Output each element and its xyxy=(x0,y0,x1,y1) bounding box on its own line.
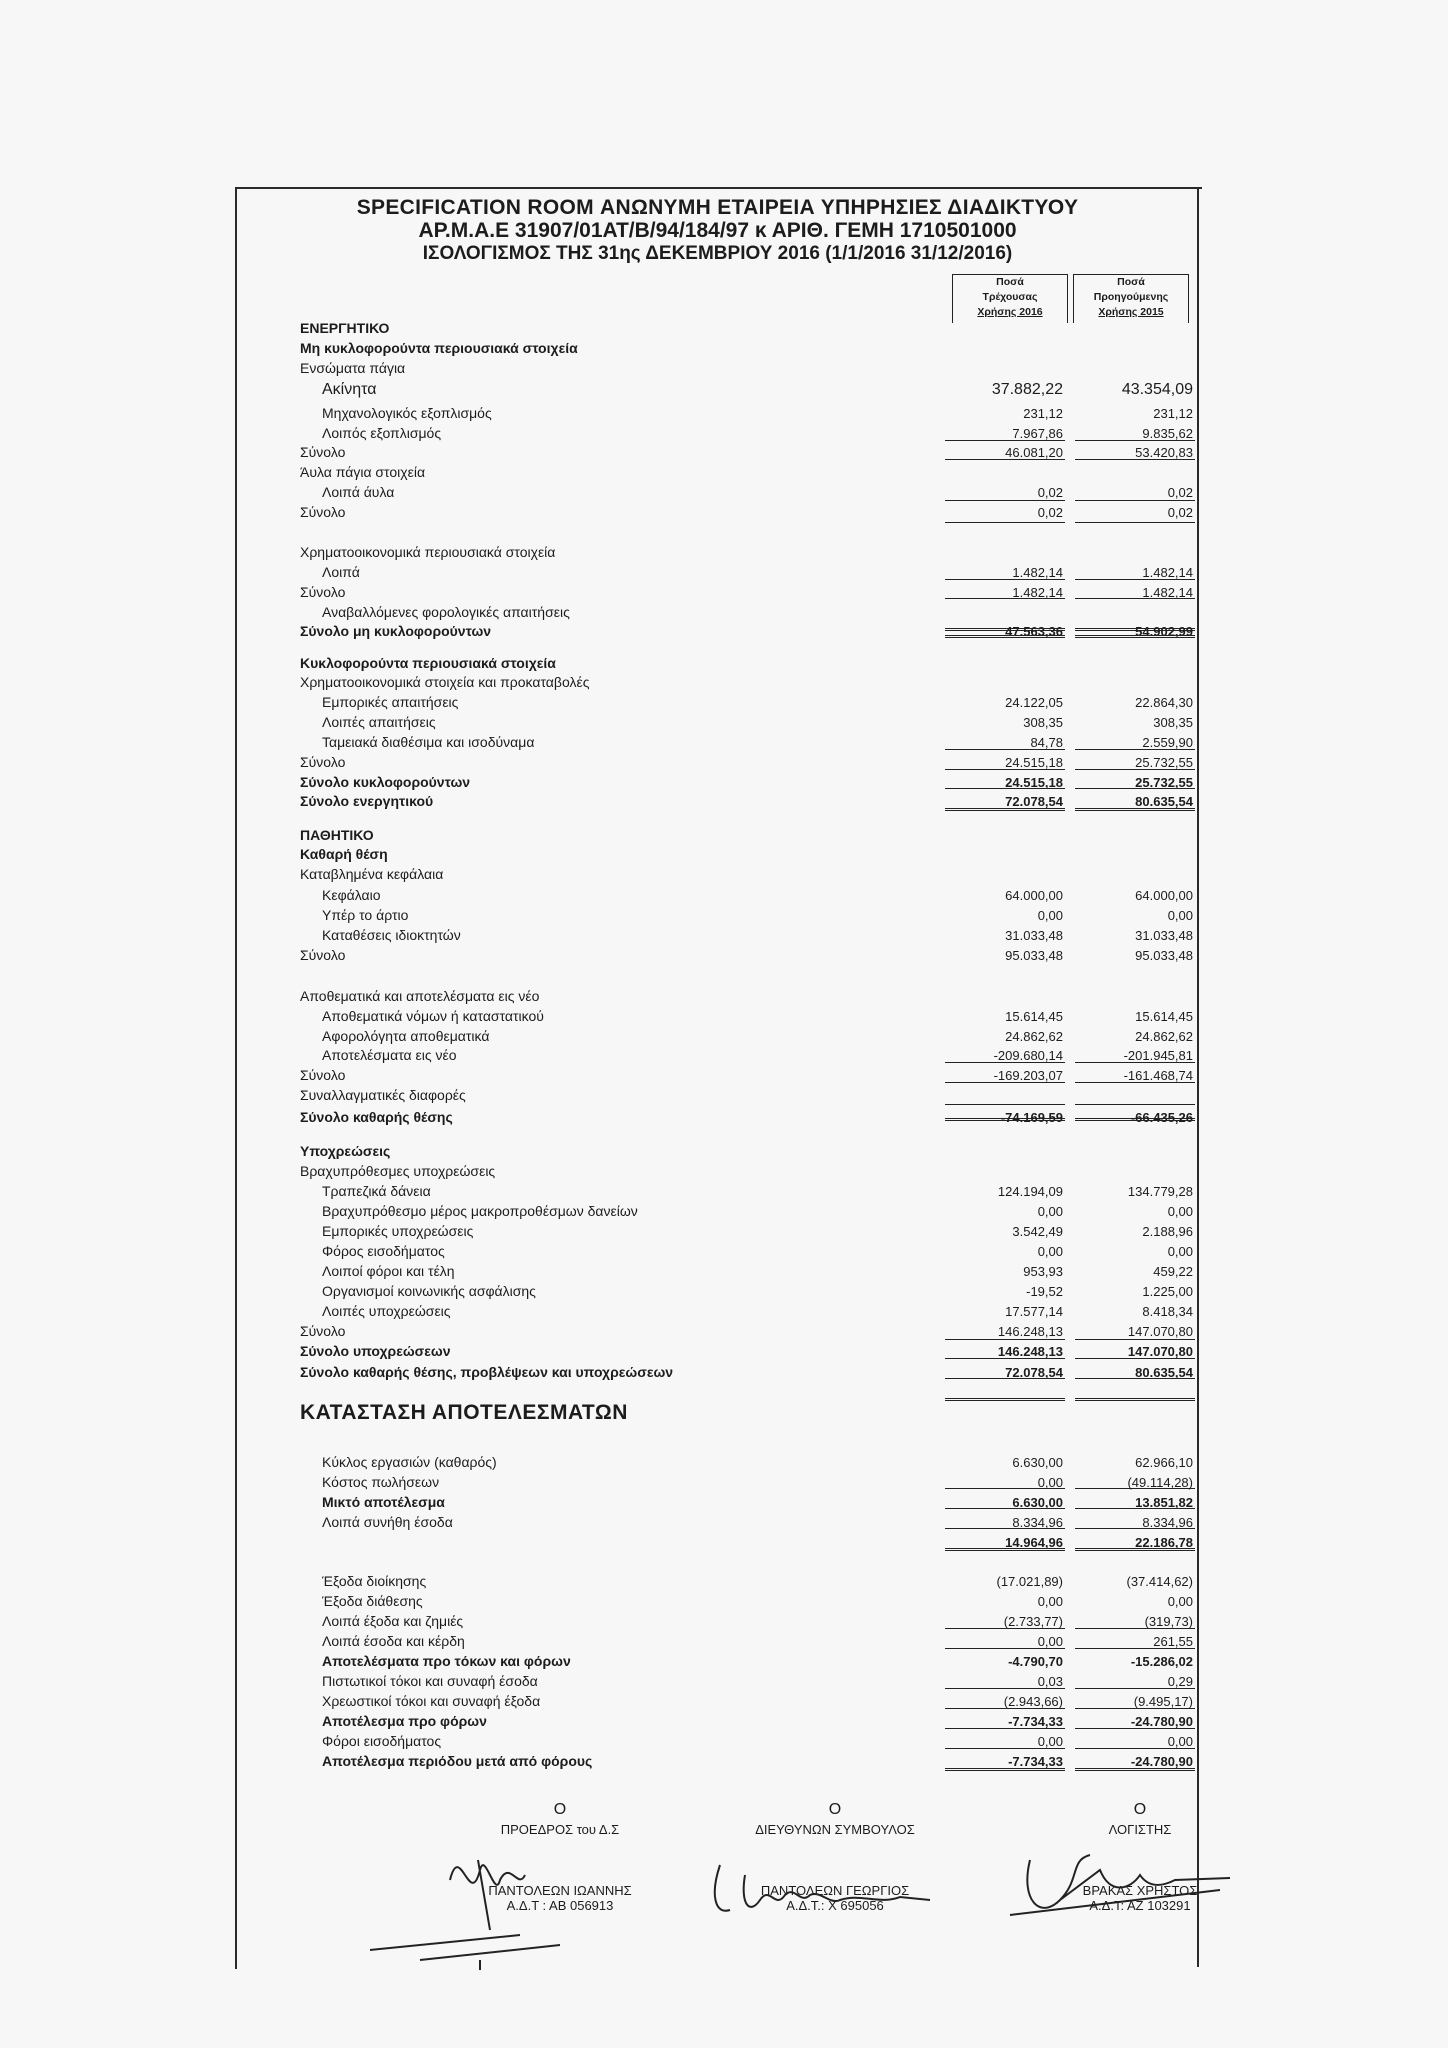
value-2015: 80.635,54 xyxy=(1135,794,1193,809)
signature-id: Α.Δ.Τ.: Χ 695056 xyxy=(786,1898,884,1913)
value-2015: 0,00 xyxy=(1167,908,1193,923)
value-2015: 80.635,54 xyxy=(1135,1365,1193,1380)
value-2016: 72.078,54 xyxy=(1005,1365,1063,1380)
value-2016: 24.515,18 xyxy=(1005,775,1063,790)
value-2016: 308,35 xyxy=(1023,715,1063,730)
value-2015: 134.779,28 xyxy=(1127,1184,1193,1199)
row-label: Σύνολο καθαρής θέσης, προβλέψεων και υποχρεώσεων xyxy=(300,1364,674,1380)
row-label: Σύνολο ενεργητικού xyxy=(300,793,434,809)
underline xyxy=(1075,749,1195,750)
row-label: Αποτέλεσμα περιόδου μετά από φόρους xyxy=(322,1753,593,1769)
row-label: Φόρος εισοδήματος xyxy=(322,1243,445,1259)
underline xyxy=(945,500,1065,501)
underline xyxy=(1075,1104,1195,1105)
row-label: Λοιπές υποχρεώσεις xyxy=(322,1303,451,1319)
row-label: Εμπορικές απαιτήσεις xyxy=(322,694,459,710)
double-underline xyxy=(1075,808,1195,814)
double-underline xyxy=(1075,1118,1195,1124)
table-row xyxy=(300,543,1198,562)
value-2015: 8.418,34 xyxy=(1142,1304,1193,1319)
value-2015: 2.559,90 xyxy=(1142,735,1193,750)
row-label: Λοιπά άυλα xyxy=(322,484,395,500)
underline xyxy=(945,440,1065,441)
underline xyxy=(945,522,1065,523)
column-header-line: Τρέχουσας xyxy=(982,291,1038,303)
value-2015: 0,00 xyxy=(1167,1204,1193,1219)
handwritten-signature-ceo xyxy=(700,1855,960,1935)
table-row xyxy=(300,987,1198,1006)
document-header xyxy=(235,196,1200,265)
value-2016: 3.542,49 xyxy=(1012,1224,1063,1239)
double-underline xyxy=(945,628,1065,634)
underline xyxy=(945,1648,1065,1649)
row-label: ΚΑΤΑΣΤΑΣΗ ΑΠΟΤΕΛΕΣΜΑΤΩΝ xyxy=(300,1401,628,1424)
underline xyxy=(945,1488,1065,1489)
column-header-line: Ποσά xyxy=(1117,276,1145,288)
value-2015: 22.864,30 xyxy=(1135,695,1193,710)
table-row xyxy=(300,404,1198,423)
table-row xyxy=(300,1242,1198,1261)
row-label: Κυκλοφορούντα περιουσιακά στοιχεία xyxy=(300,655,556,671)
underline xyxy=(1075,440,1195,441)
signature-title: ΔΙΕΥΘΥΝΩΝ ΣΥΜΒΟΥΛΟΣ xyxy=(755,1822,915,1837)
value-2016: 0,00 xyxy=(1037,1244,1063,1259)
value-2015: (9.495,17) xyxy=(1133,1694,1193,1709)
value-2016: 24.515,18 xyxy=(1005,755,1063,770)
underline xyxy=(1075,500,1195,501)
row-label: Λοιπές απαιτήσεις xyxy=(322,714,436,730)
underline xyxy=(945,1708,1065,1709)
value-2015: 25.732,55 xyxy=(1135,755,1193,770)
value-2015: (49.114,28) xyxy=(1127,1475,1193,1490)
row-label: Σύνολο xyxy=(300,504,346,520)
row-label: Βραχυπρόθεσμο μέρος μακροπροθέσμων δανείων xyxy=(322,1203,638,1219)
underline xyxy=(945,788,1065,789)
underline xyxy=(945,1062,1065,1063)
value-2015: -15.286,02 xyxy=(1130,1654,1193,1669)
value-2016: 15.614,45 xyxy=(1005,1009,1063,1024)
table-row xyxy=(300,603,1198,622)
handwritten-signature-chairman xyxy=(360,1820,660,1970)
row-label: Σύνολο xyxy=(300,584,346,600)
signature-mark: Ο xyxy=(828,1801,842,1818)
registration-number: ΑΡ.Μ.Α.Ε 31907/01ΑΤ/Β/94/184/97 κ ΑΡΙΘ. ΓΕΜΗ 1710501000 xyxy=(418,219,1017,242)
value-2016: 146.248,13 xyxy=(997,1344,1063,1359)
underline xyxy=(945,579,1065,580)
value-2016: 17.577,14 xyxy=(1005,1304,1063,1319)
table-row xyxy=(300,1592,1198,1611)
value-2016: 0,02 xyxy=(1037,505,1063,520)
row-label: Υπέρ το άρτιο xyxy=(322,907,409,923)
value-2015: -24.780,90 xyxy=(1130,1754,1193,1769)
value-2015: -161.468,74 xyxy=(1123,1068,1193,1083)
table-row xyxy=(300,1202,1198,1221)
row-label: Συναλλαγματικές διαφορές xyxy=(300,1087,466,1103)
table-row xyxy=(300,463,1198,482)
row-label: Εμπορικές υποχρεώσεις xyxy=(322,1223,474,1239)
underline xyxy=(1075,579,1195,580)
row-label: Σύνολο καθαρής θέσης xyxy=(300,1109,453,1125)
row-label: Ακίνητα xyxy=(322,381,377,398)
table-row xyxy=(300,926,1198,945)
value-2015: 0,00 xyxy=(1167,1594,1193,1609)
underline xyxy=(1075,1528,1195,1529)
column-header-previous xyxy=(1073,274,1189,323)
table-row xyxy=(300,1262,1198,1281)
table-row xyxy=(300,1652,1198,1671)
table-row xyxy=(300,1302,1198,1321)
table-row xyxy=(300,1027,1198,1046)
value-2016: 7.967,86 xyxy=(1012,426,1063,441)
value-2016: 24.122,05 xyxy=(1005,695,1063,710)
underline xyxy=(945,459,1065,460)
row-label: Λοιπός εξοπλισμός xyxy=(322,425,442,441)
row-label: Αποτελέσματα εις νέο xyxy=(322,1047,457,1063)
underline xyxy=(1075,1728,1195,1729)
value-2015: 231,12 xyxy=(1153,406,1193,421)
value-2016: 24.862,62 xyxy=(1005,1029,1063,1044)
value-2015: 22.186,78 xyxy=(1135,1535,1193,1550)
value-2016: 0,03 xyxy=(1037,1674,1063,1689)
underline xyxy=(1075,1748,1195,1749)
row-label: Μη κυκλοφορούντα περιουσιακά στοιχεία xyxy=(300,340,578,356)
value-2015: 64.000,00 xyxy=(1135,888,1193,903)
value-2015: 147.070,80 xyxy=(1127,1324,1193,1339)
value-2016: 146.248,13 xyxy=(997,1324,1063,1339)
value-2016: -209.680,14 xyxy=(993,1048,1063,1063)
row-label: Ενσώματα πάγια xyxy=(300,360,406,376)
signature-name: ΠΑΝΤΟΛΕΩΝ ΙΩΑΝΝΗΣ xyxy=(488,1883,632,1898)
value-2015: 53.420,83 xyxy=(1135,445,1193,460)
table-row xyxy=(300,339,1198,358)
signature-title: ΛΟΓΙΣΤΗΣ xyxy=(1108,1822,1172,1837)
underline xyxy=(1075,1082,1195,1083)
double-underline xyxy=(1075,1548,1195,1554)
value-2016: -169.203,07 xyxy=(993,1068,1063,1083)
row-label: Άυλα πάγια στοιχεία xyxy=(300,464,426,480)
value-2015: 9.835,62 xyxy=(1142,426,1193,441)
value-2016: 0,00 xyxy=(1037,1634,1063,1649)
value-2016: 0,00 xyxy=(1037,1204,1063,1219)
table-row xyxy=(300,1182,1198,1201)
value-2016: 231,12 xyxy=(1023,406,1063,421)
value-2015: 24.862,62 xyxy=(1135,1029,1193,1044)
table-row xyxy=(300,1513,1198,1532)
row-label: Σύνολο xyxy=(300,1323,346,1339)
value-2016: 46.081,20 xyxy=(1005,445,1063,460)
company-name: SPECIFICATION ROOM ΑΝΩΝΥΜΗ ΕΤΑΙΡΕΙΑ ΥΠΗΡΗΣΙΕΣ ΔΙΑΔΙΚΤΥΟΥ xyxy=(356,196,1079,219)
value-2015: 1.482,14 xyxy=(1142,565,1193,580)
row-label: Ταμειακά διαθέσιμα και ισοδύναμα xyxy=(322,734,535,750)
value-2015: 62.966,10 xyxy=(1135,1455,1193,1470)
signature-name: ΠΑΝΤΟΛΕΩΝ ΓΕΩΡΓΙΟΣ xyxy=(760,1883,910,1898)
value-2015: 43.354,09 xyxy=(1121,381,1193,398)
double-underline xyxy=(1075,1768,1195,1774)
value-2015: 0,00 xyxy=(1167,1734,1193,1749)
table-row xyxy=(300,359,1198,378)
value-2015: 0,29 xyxy=(1167,1674,1193,1689)
row-label: Σύνολο υποχρεώσεων xyxy=(300,1343,451,1359)
row-label: Κύκλος εργασιών (καθαρός) xyxy=(322,1454,497,1470)
row-label: Αποτέλεσμα προ φόρων xyxy=(322,1713,487,1729)
row-label: Κεφάλαιο xyxy=(322,887,381,903)
double-underline xyxy=(1075,628,1195,634)
underline xyxy=(1075,1488,1195,1489)
value-2016: -19,52 xyxy=(1026,1284,1063,1299)
underline xyxy=(1075,1648,1195,1649)
underline xyxy=(945,1528,1065,1529)
underline xyxy=(945,1358,1065,1359)
value-2015: 261,55 xyxy=(1153,1634,1193,1649)
table-row xyxy=(300,1572,1198,1591)
table-row xyxy=(300,380,1198,399)
table-row xyxy=(300,583,1198,602)
row-label: ΕΝΕΡΓΗΤΙΚΟ xyxy=(300,320,390,336)
underline xyxy=(945,1728,1065,1729)
value-2015: 0,00 xyxy=(1167,1244,1193,1259)
double-underline xyxy=(945,808,1065,814)
row-label: Χρηματοοικονομικά στοιχεία και προκαταβολές xyxy=(300,674,590,690)
row-label: Λοιπά συνήθη έσοδα xyxy=(322,1514,453,1530)
row-label: Έξοδα διοίκησης xyxy=(322,1573,427,1589)
signature-id: Α.Δ.Τ : ΑΒ 056913 xyxy=(506,1898,614,1913)
value-2015: 0,02 xyxy=(1167,505,1193,520)
value-2016: 953,93 xyxy=(1023,1264,1063,1279)
row-label: Σύνολο κυκλοφορούντων xyxy=(300,774,471,790)
value-2015: -201.945,81 xyxy=(1123,1048,1193,1063)
table-row xyxy=(300,946,1198,965)
table-row xyxy=(300,826,1198,845)
value-2015: 13.851,82 xyxy=(1135,1495,1193,1510)
value-2016: -7.734,33 xyxy=(1008,1714,1063,1729)
value-2016: -7.734,33 xyxy=(1008,1754,1063,1769)
row-label: ΠΑΘΗΤΙΚΟ xyxy=(300,827,374,843)
row-label: Πιστωτικοί τόκοι και συναφή έσοδα xyxy=(322,1673,538,1689)
underline xyxy=(1075,1358,1195,1359)
value-2016: 0,00 xyxy=(1037,1475,1063,1490)
value-2016: 95.033,48 xyxy=(1005,948,1063,963)
value-2016: 124.194,09 xyxy=(997,1184,1063,1199)
underline xyxy=(945,598,1065,599)
underline xyxy=(1075,1628,1195,1629)
underline xyxy=(945,1378,1065,1379)
underline xyxy=(1075,1339,1195,1340)
row-label: Σύνολο xyxy=(300,947,346,963)
double-underline xyxy=(945,1118,1065,1124)
balance-sheet-title: ΙΣΟΛΟΓΙΣΜΟΣ ΤΗΣ 31ης ΔΕΚΕΜΒΡΙΟΥ 2016 (1/1/2016 31/12/2016) xyxy=(422,243,1013,264)
double-underline xyxy=(1075,1398,1195,1404)
underline xyxy=(1075,459,1195,460)
row-label: Οργανισμοί κοινωνικής ασφάλισης xyxy=(322,1283,536,1299)
table-row xyxy=(300,773,1198,792)
table-row xyxy=(300,1222,1198,1241)
row-label: Λοιπά xyxy=(322,564,360,580)
value-2016: (2.733,77) xyxy=(1003,1614,1063,1629)
value-2015: 25.732,55 xyxy=(1135,775,1193,790)
row-label: Σύνολο xyxy=(300,754,346,770)
table-row xyxy=(300,845,1198,864)
value-2016: -4.790,70 xyxy=(1008,1654,1063,1669)
table-row xyxy=(300,1363,1198,1382)
value-2016: 1.482,14 xyxy=(1012,565,1063,580)
underline xyxy=(945,1688,1065,1689)
row-label: Λοιποί φόροι και τέλη xyxy=(322,1263,455,1279)
value-2016: 0,00 xyxy=(1037,1594,1063,1609)
row-label: Μηχανολογικός εξοπλισμός xyxy=(322,405,492,421)
row-label: Σύνολο xyxy=(300,1067,346,1083)
value-2016: 0,00 xyxy=(1037,1734,1063,1749)
value-2016: 31.033,48 xyxy=(1005,928,1063,943)
underline xyxy=(1075,769,1195,770)
row-label: Αφορολόγητα αποθεματικά xyxy=(322,1028,490,1044)
value-2016: 8.334,96 xyxy=(1012,1515,1063,1530)
value-2016: 1.482,14 xyxy=(1012,585,1063,600)
row-label: Καταθέσεις ιδιοκτητών xyxy=(322,927,461,943)
table-row xyxy=(300,906,1198,925)
underline xyxy=(945,1508,1065,1509)
table-row xyxy=(300,1453,1198,1472)
row-label: Σύνολο xyxy=(300,444,346,460)
value-2016: 84,78 xyxy=(1030,735,1063,750)
value-2016: 72.078,54 xyxy=(1005,794,1063,809)
value-2016: 6.630,00 xyxy=(1012,1495,1063,1510)
column-header-line: Προηγούμενης xyxy=(1093,291,1169,303)
row-label: Λοιπά έσοδα και κέρδη xyxy=(322,1633,465,1649)
row-label: Αποτελέσματα προ τόκων και φόρων xyxy=(322,1653,571,1669)
double-underline xyxy=(945,635,1065,641)
value-2016: 14.964,96 xyxy=(1005,1535,1063,1550)
row-label: Χρεωστικοί τόκοι και συναφή έξοδα xyxy=(322,1693,541,1709)
table-row xyxy=(300,1493,1198,1512)
row-label: Αποθεματικά νόμων ή καταστατικού xyxy=(322,1008,544,1024)
row-label: Αναβαλλόμενες φορολογικές απαιτήσεις xyxy=(322,604,570,620)
signature-title: ΠΡΟΕΔΡΟΣ του Δ.Σ xyxy=(500,1822,620,1837)
value-2015: 308,35 xyxy=(1153,715,1193,730)
signature-mark: Ο xyxy=(553,1801,567,1818)
row-label: Αποθεματικά και αποτελέσματα εις νέο xyxy=(300,988,540,1004)
value-2015: 0,02 xyxy=(1167,485,1193,500)
underline xyxy=(1075,788,1195,789)
value-2015: 54.902,99 xyxy=(1135,624,1193,639)
value-2016: 47.563,36 xyxy=(1005,624,1063,639)
row-label: Βραχυπρόθεσμες υποχρεώσεις xyxy=(300,1163,496,1179)
row-label: Κόστος πωλήσεων xyxy=(322,1474,440,1490)
row-label: Μικτό αποτέλεσμα xyxy=(322,1494,445,1510)
value-2015: 459,22 xyxy=(1153,1264,1193,1279)
column-header-line: Ποσά xyxy=(996,276,1024,288)
value-2016: 64.000,00 xyxy=(1005,888,1063,903)
table-row xyxy=(300,865,1198,884)
underline xyxy=(1075,522,1195,523)
column-header-line: Χρήσης 2015 xyxy=(1098,306,1164,318)
underline xyxy=(1075,1688,1195,1689)
double-underline xyxy=(945,1548,1065,1554)
value-2016: 0,00 xyxy=(1037,908,1063,923)
underline xyxy=(945,769,1065,770)
signature-id: Α.Δ.Τ: ΑΖ 103291 xyxy=(1089,1898,1191,1913)
value-2016: 0,02 xyxy=(1037,485,1063,500)
table-row xyxy=(300,1282,1198,1301)
table-row xyxy=(300,1007,1198,1026)
handwritten-signature-accountant xyxy=(1000,1840,1240,1940)
value-2015: 2.188,96 xyxy=(1142,1224,1193,1239)
underline xyxy=(945,1339,1065,1340)
row-label: Καταβλημένα κεφάλαια xyxy=(300,866,444,882)
table-row xyxy=(300,1162,1198,1181)
column-header-current xyxy=(952,274,1068,323)
table-row xyxy=(300,319,1198,338)
row-label: Καθαρή θέση xyxy=(300,846,388,862)
signature-name: ΒΡΑΚΑΣ ΧΡΗΣΤΟΣ xyxy=(1082,1883,1198,1898)
value-2016: (2.943,66) xyxy=(1003,1694,1063,1709)
value-2015: 1.225,00 xyxy=(1142,1284,1193,1299)
value-2015: -66.435,26 xyxy=(1130,1110,1193,1125)
double-underline xyxy=(945,1768,1065,1774)
underline xyxy=(1075,1508,1195,1509)
value-2015: 15.614,45 xyxy=(1135,1009,1193,1024)
table-row xyxy=(300,1473,1198,1492)
underline xyxy=(1075,1708,1195,1709)
underline xyxy=(945,1748,1065,1749)
value-2016: (17.021,89) xyxy=(996,1574,1063,1589)
value-2015: 95.033,48 xyxy=(1135,948,1193,963)
row-label: Έξοδα διάθεσης xyxy=(322,1593,423,1609)
row-label: Λοιπά έξοδα και ζημιές xyxy=(322,1613,464,1629)
underline xyxy=(945,1628,1065,1629)
row-label: Υποχρεώσεις xyxy=(300,1143,391,1159)
table-row xyxy=(300,693,1198,712)
value-2015: 31.033,48 xyxy=(1135,928,1193,943)
value-2016: 37.882,22 xyxy=(991,381,1063,398)
table-row xyxy=(300,1142,1198,1161)
column-header-line: Χρήσης 2016 xyxy=(977,306,1043,318)
value-2015: 1.482,14 xyxy=(1142,585,1193,600)
double-underline xyxy=(945,1398,1065,1404)
table-row xyxy=(300,673,1198,692)
row-label: Τραπεζικά δάνεια xyxy=(322,1183,431,1199)
table-row xyxy=(300,886,1198,905)
value-2015: 8.334,96 xyxy=(1142,1515,1193,1530)
row-label: Σύνολο μη κυκλοφορούντων xyxy=(300,623,492,639)
value-2016: -74.169,59 xyxy=(1000,1110,1063,1125)
value-2015: 147.070,80 xyxy=(1127,1344,1193,1359)
double-underline xyxy=(1075,635,1195,641)
value-2015: -24.780,90 xyxy=(1130,1714,1193,1729)
table-row xyxy=(300,1403,1198,1422)
underline xyxy=(945,1082,1065,1083)
value-2016: 6.630,00 xyxy=(1012,1455,1063,1470)
table-row xyxy=(300,654,1198,673)
row-label: Χρηματοοικονομικά περιουσιακά στοιχεία xyxy=(300,544,556,560)
row-label: Φόροι εισοδήματος xyxy=(322,1733,442,1749)
table-row xyxy=(300,1086,1198,1105)
table-row xyxy=(300,713,1198,732)
underline xyxy=(945,1104,1065,1105)
value-2015: (319,73) xyxy=(1144,1614,1193,1629)
value-2015: (37.414,62) xyxy=(1126,1574,1193,1589)
underline xyxy=(945,749,1065,750)
underline xyxy=(1075,1062,1195,1063)
signature-mark: Ο xyxy=(1133,1801,1147,1818)
underline xyxy=(1075,598,1195,599)
underline xyxy=(1075,1378,1195,1379)
table-row xyxy=(300,503,1198,522)
